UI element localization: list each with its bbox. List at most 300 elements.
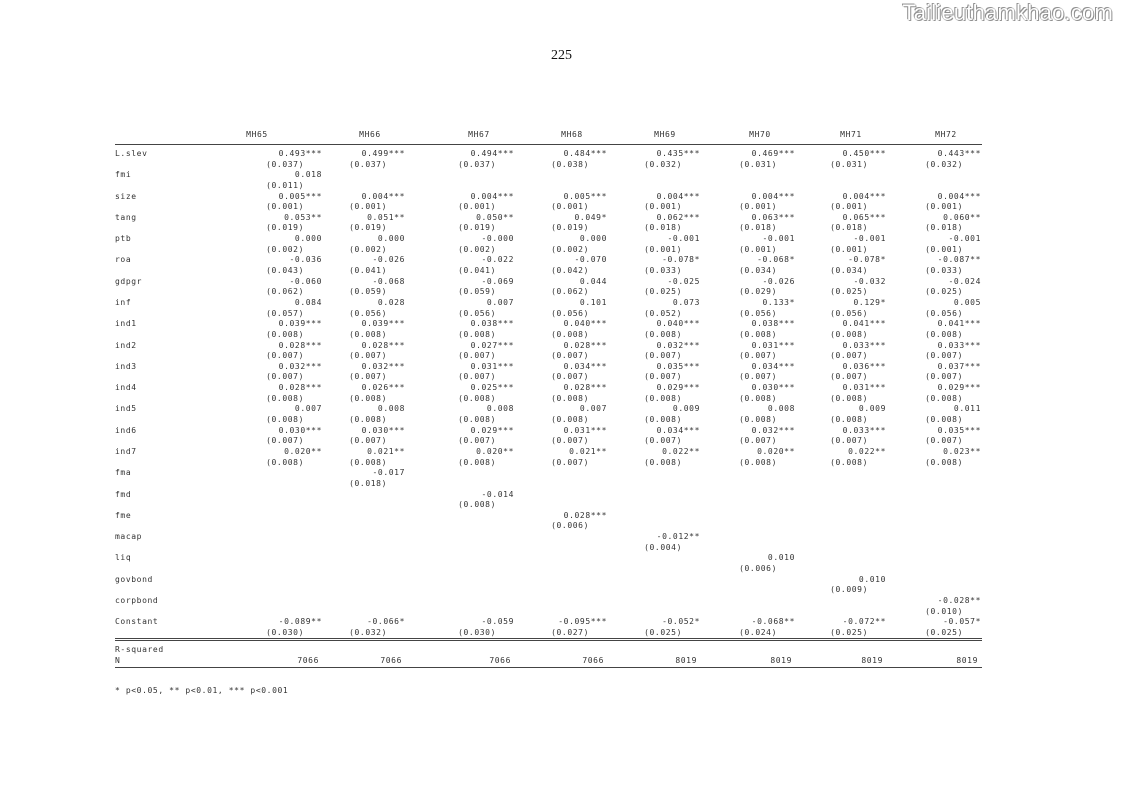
- standard-error-cell: (0.001): [644, 202, 682, 212]
- standard-error-cell: (0.008): [266, 329, 304, 339]
- coefficient-cell: 0.021**: [367, 446, 405, 456]
- row-label: fmd: [115, 489, 132, 499]
- standard-error-cell: (0.001): [830, 202, 868, 212]
- row-label: corpbond: [115, 595, 159, 605]
- coefficient-cell: 0.041***: [842, 319, 886, 329]
- row-label: ind2: [115, 340, 137, 350]
- table-row: [115, 617, 982, 628]
- coefficient-cell: -0.025: [667, 276, 700, 286]
- coefficient-cell: -0.036: [289, 255, 322, 265]
- standard-error-cell: (0.002): [266, 244, 304, 254]
- standard-error-cell: (0.007): [349, 351, 387, 361]
- coefficient-cell: 0.494***: [470, 149, 514, 158]
- coefficient-cell: 0.435***: [656, 149, 700, 158]
- coefficient-cell: -0.014: [481, 489, 514, 499]
- standard-error-cell: (0.008): [551, 393, 589, 403]
- standard-error-cell: (0.004): [644, 542, 682, 552]
- coefficient-cell: -0.072**: [842, 617, 886, 627]
- table-row-se: [115, 607, 982, 618]
- standard-error-cell: (0.019): [458, 223, 496, 233]
- standard-error-cell: (0.041): [349, 266, 387, 276]
- coefficient-cell: -0.087**: [937, 255, 981, 265]
- standard-error-cell: (0.002): [551, 244, 589, 254]
- coefficient-cell: 0.000: [377, 234, 405, 244]
- coefficient-cell: 0.028***: [278, 383, 322, 393]
- standard-error-cell: (0.002): [458, 244, 496, 254]
- coefficient-cell: 0.023**: [943, 446, 981, 456]
- coefficient-cell: 0.004***: [842, 191, 886, 201]
- table-row: [115, 234, 982, 245]
- standard-error-cell: (0.007): [925, 351, 963, 361]
- coefficient-cell: 0.041***: [937, 319, 981, 329]
- coefficient-cell: 0.032***: [751, 425, 795, 435]
- standard-error-cell: (0.032): [349, 627, 387, 637]
- standard-error-cell: (0.062): [266, 287, 304, 297]
- table-row: [115, 319, 982, 330]
- standard-error-cell: (0.007): [644, 436, 682, 446]
- standard-error-cell: (0.038): [551, 159, 589, 169]
- table-row: [115, 277, 982, 288]
- standard-error-cell: (0.018): [739, 223, 777, 233]
- coefficient-cell: 0.020**: [757, 446, 795, 456]
- coefficient-cell: -0.001: [948, 234, 981, 244]
- table-row-se: [115, 202, 982, 213]
- table-row: [115, 490, 982, 501]
- coefficient-cell: 0.034***: [563, 361, 607, 371]
- coefficient-cell: 0.029***: [937, 383, 981, 393]
- row-label: ind7: [115, 446, 137, 456]
- standard-error-cell: (0.030): [266, 627, 304, 637]
- standard-error-cell: (0.008): [830, 415, 868, 425]
- standard-error-cell: (0.024): [739, 627, 777, 637]
- standard-error-cell: (0.007): [925, 372, 963, 382]
- standard-error-cell: (0.007): [830, 436, 868, 446]
- table-row: [115, 575, 982, 586]
- coefficient-cell: 0.007: [579, 404, 607, 414]
- table-row-se: [115, 160, 982, 171]
- standard-error-cell: (0.025): [925, 627, 963, 637]
- coefficient-cell: 0.450***: [842, 149, 886, 158]
- standard-error-cell: (0.008): [644, 393, 682, 403]
- standard-error-cell: (0.007): [266, 372, 304, 382]
- coefficient-cell: 0.484***: [563, 149, 607, 158]
- standard-error-cell: (0.059): [349, 287, 387, 297]
- standard-error-cell: (0.008): [551, 415, 589, 425]
- table-row-se: [115, 309, 982, 320]
- row-label: ind3: [115, 361, 137, 371]
- coefficient-cell: -0.078*: [848, 255, 886, 265]
- table-row-se: [115, 330, 982, 341]
- coefficient-cell: 0.005***: [278, 191, 322, 201]
- coefficient-cell: 0.063***: [751, 212, 795, 222]
- table-row-se: [115, 543, 982, 554]
- coefficient-cell: 0.004***: [751, 191, 795, 201]
- coefficient-cell: -0.001: [667, 234, 700, 244]
- coefficient-cell: 0.040***: [656, 319, 700, 329]
- coefficient-cell: 0.005: [953, 297, 981, 307]
- coefficient-cell: 0.000: [294, 234, 322, 244]
- coefficient-cell: 0.010: [767, 553, 795, 563]
- table-row-se: [115, 564, 982, 575]
- coefficient-cell: -0.059: [481, 617, 514, 627]
- table-row-se: [115, 351, 982, 362]
- coefficient-cell: 0.004***: [470, 191, 514, 201]
- coefficient-cell: 0.005***: [563, 191, 607, 201]
- coefficient-cell: -0.001: [853, 234, 886, 244]
- coefficient-cell: 0.028***: [278, 340, 322, 350]
- coefficient-cell: 0.034***: [751, 361, 795, 371]
- standard-error-cell: (0.037): [349, 159, 387, 169]
- coefficient-cell: 0.033***: [937, 340, 981, 350]
- coefficient-cell: 0.040***: [563, 319, 607, 329]
- coefficient-cell: -0.078*: [662, 255, 700, 265]
- table-row: [115, 532, 982, 543]
- standard-error-cell: (0.007): [644, 351, 682, 361]
- coefficient-cell: -0.052*: [662, 617, 700, 627]
- coefficient-cell: 0.032***: [278, 361, 322, 371]
- table-row: [115, 553, 982, 564]
- coefficient-cell: -0.095***: [558, 617, 607, 627]
- coefficient-cell: 0.030***: [751, 383, 795, 393]
- coefficient-cell: 0.011: [953, 404, 981, 414]
- standard-error-cell: (0.057): [266, 308, 304, 318]
- coefficient-cell: 0.010: [858, 574, 886, 584]
- standard-error-cell: (0.025): [830, 627, 868, 637]
- standard-error-cell: (0.008): [925, 415, 963, 425]
- standard-error-cell: (0.008): [830, 329, 868, 339]
- coefficient-cell: 0.004***: [361, 191, 405, 201]
- standard-error-cell: (0.007): [551, 372, 589, 382]
- standard-error-cell: (0.019): [551, 223, 589, 233]
- coefficient-cell: 0.031***: [751, 340, 795, 350]
- standard-error-cell: (0.062): [551, 287, 589, 297]
- standard-error-cell: (0.008): [644, 329, 682, 339]
- standard-error-cell: (0.033): [925, 266, 963, 276]
- standard-error-cell: (0.008): [266, 393, 304, 403]
- row-label: Constant: [115, 617, 159, 627]
- standard-error-cell: (0.007): [830, 351, 868, 361]
- stats-value: 7066: [297, 656, 319, 666]
- row-label: ind1: [115, 319, 137, 329]
- standard-error-cell: (0.007): [551, 436, 589, 446]
- coefficient-cell: -0.070: [574, 255, 607, 265]
- coefficient-cell: 0.028: [377, 297, 405, 307]
- standard-error-cell: (0.008): [349, 457, 387, 467]
- stats-value: 8019: [861, 656, 883, 666]
- standard-error-cell: (0.034): [830, 266, 868, 276]
- standard-error-cell: (0.008): [551, 329, 589, 339]
- coefficient-cell: -0.032: [853, 276, 886, 286]
- coefficient-cell: 0.101: [579, 297, 607, 307]
- standard-error-cell: (0.001): [739, 244, 777, 254]
- standard-error-cell: (0.008): [349, 415, 387, 425]
- coefficient-cell: -0.069: [481, 276, 514, 286]
- bottom-rule: [115, 667, 982, 668]
- coefficient-cell: 0.008: [377, 404, 405, 414]
- standard-error-cell: (0.056): [739, 308, 777, 318]
- stats-value: 7066: [489, 656, 511, 666]
- standard-error-cell: (0.025): [644, 627, 682, 637]
- coefficient-cell: -0.022: [481, 255, 514, 265]
- standard-error-cell: (0.008): [458, 415, 496, 425]
- standard-error-cell: (0.008): [830, 457, 868, 467]
- standard-error-cell: (0.032): [925, 159, 963, 169]
- stats-row: [115, 656, 982, 667]
- coefficient-cell: -0.024: [948, 276, 981, 286]
- standard-error-cell: (0.037): [266, 159, 304, 169]
- coefficient-cell: -0.017: [372, 468, 405, 478]
- row-label: ind6: [115, 425, 137, 435]
- coefficient-cell: 0.035***: [937, 425, 981, 435]
- coefficient-cell: 0.007: [486, 297, 514, 307]
- coefficient-cell: 0.009: [858, 404, 886, 414]
- table-row: [115, 596, 982, 607]
- coefficient-cell: 0.028***: [563, 340, 607, 350]
- standard-error-cell: (0.059): [458, 287, 496, 297]
- standard-error-cell: (0.001): [830, 244, 868, 254]
- coefficient-cell: 0.039***: [278, 319, 322, 329]
- coefficient-cell: 0.030***: [361, 425, 405, 435]
- standard-error-cell: (0.031): [739, 159, 777, 169]
- coefficient-cell: 0.008: [767, 404, 795, 414]
- table-row: [115, 447, 982, 458]
- row-label: macap: [115, 532, 143, 542]
- column-header: MH70: [749, 130, 771, 139]
- coefficient-cell: 0.022**: [848, 446, 886, 456]
- coefficient-cell: 0.038***: [470, 319, 514, 329]
- table-row-se: [115, 436, 982, 447]
- table-row: [115, 383, 982, 394]
- coefficient-cell: 0.469***: [751, 149, 795, 158]
- row-label: govbond: [115, 574, 153, 584]
- table-header-row: [115, 130, 982, 144]
- table-footnote: * p<0.05, ** p<0.01, *** p<0.001: [115, 686, 289, 695]
- table-row-se: [115, 181, 982, 192]
- table-row-se: [115, 245, 982, 256]
- row-label: ptb: [115, 234, 132, 244]
- standard-error-cell: (0.007): [458, 436, 496, 446]
- coefficient-cell: 0.036***: [842, 361, 886, 371]
- coefficient-cell: 0.004***: [656, 191, 700, 201]
- coefficient-cell: 0.035***: [656, 361, 700, 371]
- coefficient-cell: 0.053**: [284, 212, 322, 222]
- table-row-se: [115, 521, 982, 532]
- coefficient-cell: 0.007: [294, 404, 322, 414]
- standard-error-cell: (0.007): [739, 436, 777, 446]
- coefficient-cell: -0.068**: [751, 617, 795, 627]
- coefficient-cell: 0.022**: [662, 446, 700, 456]
- standard-error-cell: (0.025): [644, 287, 682, 297]
- table-row: [115, 170, 982, 181]
- stats-row: [115, 645, 982, 656]
- standard-error-cell: (0.008): [644, 457, 682, 467]
- stats-value: 7066: [582, 656, 604, 666]
- coefficient-cell: 0.029***: [656, 383, 700, 393]
- column-header: MH72: [935, 130, 957, 139]
- stats-value: 8019: [956, 656, 978, 666]
- row-label: gdpgr: [115, 276, 143, 286]
- table-row-se: [115, 585, 982, 596]
- stats-value: 8019: [770, 656, 792, 666]
- standard-error-cell: (0.010): [925, 606, 963, 616]
- coefficient-cell: -0.012**: [656, 532, 700, 542]
- row-label: ind4: [115, 383, 137, 393]
- standard-error-cell: (0.008): [925, 393, 963, 403]
- coefficient-cell: 0.029***: [470, 425, 514, 435]
- table-row-se: [115, 415, 982, 426]
- coefficient-cell: 0.129*: [853, 297, 886, 307]
- stats-value: 7066: [380, 656, 402, 666]
- coefficient-cell: 0.060**: [943, 212, 981, 222]
- standard-error-cell: (0.027): [551, 627, 589, 637]
- standard-error-cell: (0.007): [349, 436, 387, 446]
- row-label: fme: [115, 510, 132, 520]
- standard-error-cell: (0.025): [925, 287, 963, 297]
- standard-error-cell: (0.018): [925, 223, 963, 233]
- coefficient-cell: -0.001: [762, 234, 795, 244]
- row-label: inf: [115, 297, 132, 307]
- standard-error-cell: (0.007): [925, 436, 963, 446]
- standard-error-cell: (0.034): [739, 266, 777, 276]
- standard-error-cell: (0.018): [644, 223, 682, 233]
- coefficient-cell: -0.060: [289, 276, 322, 286]
- standard-error-cell: (0.056): [551, 308, 589, 318]
- standard-error-cell: (0.008): [458, 393, 496, 403]
- coefficient-cell: 0.008: [486, 404, 514, 414]
- table-row-se: [115, 479, 982, 490]
- coefficient-cell: 0.034***: [656, 425, 700, 435]
- coefficient-cell: 0.031***: [842, 383, 886, 393]
- coefficient-cell: 0.009: [672, 404, 700, 414]
- coefficient-cell: 0.031***: [470, 361, 514, 371]
- standard-error-cell: (0.008): [739, 393, 777, 403]
- stats-label: R-squared: [115, 645, 164, 655]
- standard-error-cell: (0.008): [266, 415, 304, 425]
- coefficient-cell: 0.493***: [278, 149, 322, 158]
- stats-value: 8019: [675, 656, 697, 666]
- table-row: [115, 362, 982, 373]
- coefficient-cell: 0.031***: [563, 425, 607, 435]
- coefficient-cell: 0.026***: [361, 383, 405, 393]
- standard-error-cell: (0.043): [266, 266, 304, 276]
- table-row-se: [115, 458, 982, 469]
- standard-error-cell: (0.006): [551, 521, 589, 531]
- table-row-se: [115, 628, 982, 639]
- standard-error-cell: (0.007): [551, 457, 589, 467]
- coefficient-cell: 0.499***: [361, 149, 405, 158]
- table-row: [115, 149, 982, 160]
- standard-error-cell: (0.037): [458, 159, 496, 169]
- standard-error-cell: (0.001): [458, 202, 496, 212]
- coefficient-cell: 0.021**: [569, 446, 607, 456]
- row-label: roa: [115, 255, 132, 265]
- column-header: MH65: [246, 130, 268, 139]
- standard-error-cell: (0.008): [925, 457, 963, 467]
- coefficient-cell: 0.033***: [842, 340, 886, 350]
- coefficient-cell: 0.033***: [842, 425, 886, 435]
- standard-error-cell: (0.007): [266, 436, 304, 446]
- standard-error-cell: (0.007): [458, 372, 496, 382]
- standard-error-cell: (0.007): [830, 372, 868, 382]
- standard-error-cell: (0.009): [830, 585, 868, 595]
- column-header: MH71: [840, 130, 862, 139]
- standard-error-cell: (0.008): [349, 329, 387, 339]
- standard-error-cell: (0.031): [830, 159, 868, 169]
- standard-error-cell: (0.011): [266, 180, 304, 190]
- regression-table: [115, 130, 982, 668]
- standard-error-cell: (0.008): [739, 457, 777, 467]
- standard-error-cell: (0.001): [925, 202, 963, 212]
- coefficient-cell: -0.026: [762, 276, 795, 286]
- standard-error-cell: (0.008): [739, 415, 777, 425]
- table-row: [115, 404, 982, 415]
- table-row: [115, 511, 982, 522]
- coefficient-cell: 0.038***: [751, 319, 795, 329]
- standard-error-cell: (0.008): [925, 329, 963, 339]
- row-label: tang: [115, 212, 137, 222]
- standard-error-cell: (0.056): [925, 308, 963, 318]
- table-row-se: [115, 500, 982, 511]
- coefficient-cell: 0.039***: [361, 319, 405, 329]
- standard-error-cell: (0.008): [458, 500, 496, 510]
- coefficient-cell: 0.020**: [284, 446, 322, 456]
- row-label: size: [115, 191, 137, 201]
- coefficient-cell: 0.062***: [656, 212, 700, 222]
- standard-error-cell: (0.008): [830, 393, 868, 403]
- table-row: [115, 426, 982, 437]
- row-label: ind5: [115, 404, 137, 414]
- standard-error-cell: (0.008): [349, 393, 387, 403]
- coefficient-cell: 0.000: [579, 234, 607, 244]
- standard-error-cell: (0.052): [644, 308, 682, 318]
- standard-error-cell: (0.025): [830, 287, 868, 297]
- standard-error-cell: (0.018): [830, 223, 868, 233]
- standard-error-cell: (0.007): [458, 351, 496, 361]
- coefficient-cell: -0.000: [481, 234, 514, 244]
- column-header: MH67: [468, 130, 490, 139]
- coefficient-cell: -0.026: [372, 255, 405, 265]
- row-label: L.slev: [115, 149, 148, 158]
- standard-error-cell: (0.042): [551, 266, 589, 276]
- standard-error-cell: (0.019): [266, 223, 304, 233]
- coefficient-cell: 0.004***: [937, 191, 981, 201]
- table-row-se: [115, 287, 982, 298]
- coefficient-cell: 0.049*: [574, 212, 607, 222]
- standard-error-cell: (0.029): [739, 287, 777, 297]
- coefficient-cell: 0.133*: [762, 297, 795, 307]
- table-row-se: [115, 394, 982, 405]
- stats-label: N: [115, 656, 121, 666]
- coefficient-cell: 0.037***: [937, 361, 981, 371]
- coefficient-cell: 0.020**: [476, 446, 514, 456]
- table-row: [115, 255, 982, 266]
- column-header: MH69: [654, 130, 676, 139]
- standard-error-cell: (0.006): [739, 563, 777, 573]
- row-label: liq: [115, 553, 132, 563]
- standard-error-cell: (0.001): [266, 202, 304, 212]
- standard-error-cell: (0.007): [551, 351, 589, 361]
- coefficient-cell: -0.068: [372, 276, 405, 286]
- column-header: MH68: [561, 130, 583, 139]
- column-header: MH66: [359, 130, 381, 139]
- standard-error-cell: (0.001): [551, 202, 589, 212]
- coefficient-cell: 0.018: [294, 170, 322, 180]
- standard-error-cell: (0.007): [739, 351, 777, 361]
- standard-error-cell: (0.032): [644, 159, 682, 169]
- table-row: [115, 341, 982, 352]
- standard-error-cell: (0.001): [925, 244, 963, 254]
- standard-error-cell: (0.008): [458, 457, 496, 467]
